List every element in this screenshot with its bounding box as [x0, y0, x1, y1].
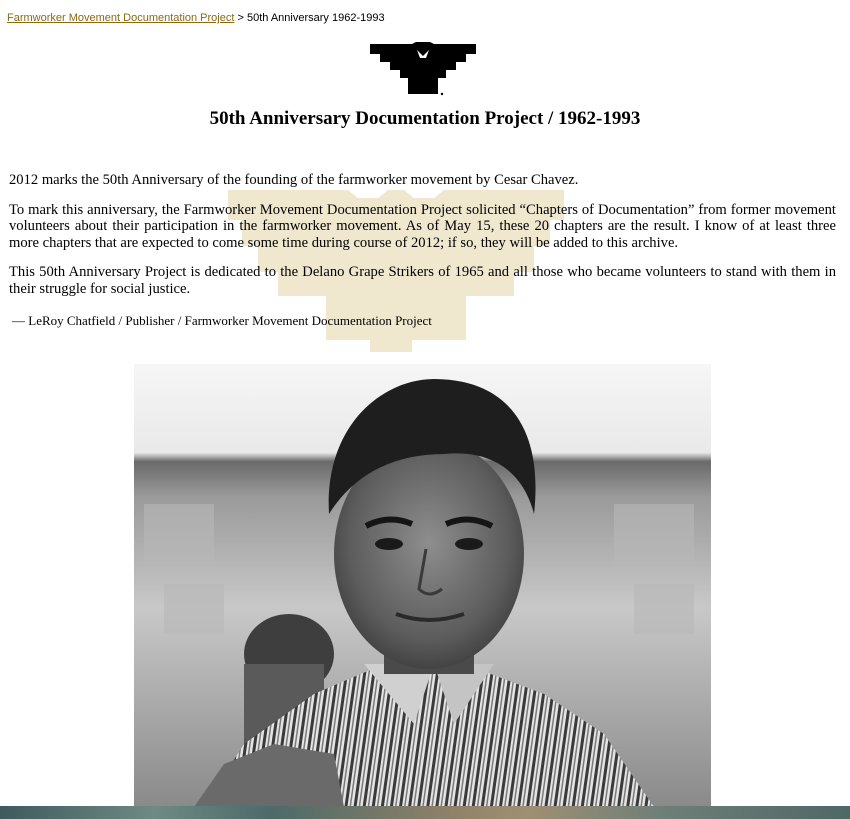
bottom-banner-strip — [0, 806, 850, 819]
breadcrumb — [7, 12, 385, 24]
breadcrumb-home-link[interactable]: Farmworker Movement Documentation Project — [7, 12, 235, 24]
page-title: 50th Anniversary Documentation Project / 1962-1993 — [209, 108, 641, 129]
breadcrumb-current: 50th Anniversary 1962-1993 — [246, 12, 385, 24]
ufw-eagle-icon — [370, 42, 476, 96]
paragraph-anniversary: 2012 marks the 50th Anniversary of the founding of the farmworker movement by Cesar Chavez. — [9, 172, 579, 188]
cesar-chavez-portrait — [134, 364, 711, 807]
intro-text — [9, 172, 836, 310]
paragraph-chapters: To mark this anniversary, the Farmworker Movement Documentation Project solicited “Chapters of Documentation” from former movement volunteers about their participation in the farmworker movement. As of May 15, these 20 chapters are the result. I know of at least three more chapters that are expected to come some time during course of 2012; if so, they will be added to this archive. — [9, 201, 836, 251]
paragraph-dedication: This 50th Anniversary Project is dedicated to the Delano Grape Strikers of 1965 and all those who became volunteers to stand with them in their struggle for social justice. — [9, 264, 836, 297]
breadcrumb-separator: > — [237, 12, 244, 24]
signature: — LeRoy Chatfield / Publisher / Farmworker Movement Documentation Project — [12, 313, 432, 328]
